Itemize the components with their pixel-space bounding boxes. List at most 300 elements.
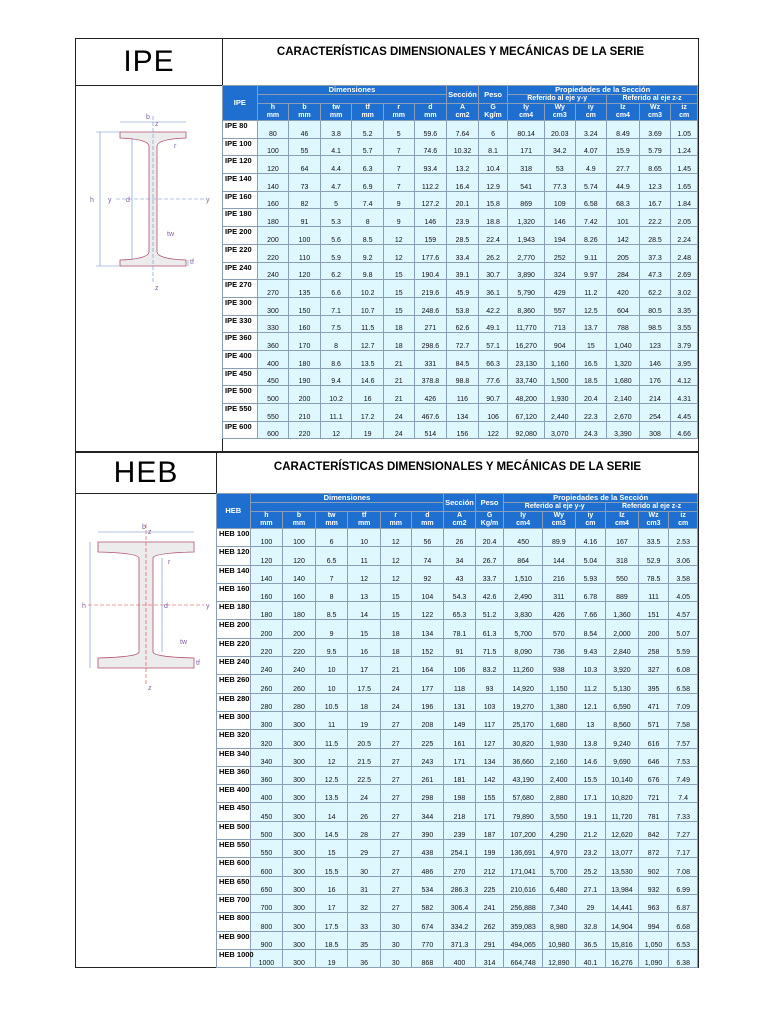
heb-cell: 6,590: [606, 693, 639, 711]
heb-cell: 260: [250, 675, 283, 693]
heb-heading: CARACTERÍSTICAS DIMENSIONALES Y MECÁNICAS DE LA SERIE: [273, 461, 642, 473]
heb-cell: 30: [380, 931, 411, 949]
ipe-cell: 98.5: [639, 315, 671, 333]
ipe-cell: 77.3: [544, 174, 575, 192]
heb-col-unit: mm: [292, 520, 306, 527]
heb-cell: 26: [348, 803, 381, 821]
heb-cell: 199: [475, 840, 504, 858]
ipe-cell: 1.84: [671, 191, 698, 209]
ipe-cell: 1.05: [671, 121, 698, 139]
heb-profile-id: HEB 160: [217, 583, 251, 601]
heb-cell: 450: [504, 529, 543, 547]
heb-cell: 220: [250, 638, 283, 656]
ipe-cell: 146: [639, 350, 671, 368]
ipe-col-header: [383, 104, 414, 121]
heb-profile-id: HEB 400: [217, 785, 251, 803]
heb-cell: 8,560: [606, 711, 639, 729]
heb-cell: 27: [380, 876, 411, 894]
heb-cell: 31: [348, 876, 381, 894]
heb-cell: 24: [348, 785, 381, 803]
svg-text:h: h: [82, 603, 86, 610]
heb-cell: 57,680: [504, 785, 543, 803]
heb-cell: 10,820: [606, 785, 639, 803]
heb-cell: 17: [348, 657, 381, 675]
heb-cell: 770: [411, 931, 444, 949]
heb-cell: 12,620: [606, 821, 639, 839]
heb-col-symbol: A: [456, 512, 463, 519]
heb-cell: 11,720: [606, 803, 639, 821]
ipe-cell: 160: [289, 315, 321, 333]
ipe-col-symbol: b: [302, 104, 307, 111]
heb-cell: 180: [283, 602, 316, 620]
ipe-cell: 450: [257, 368, 289, 386]
heb-col-unit: cm3: [646, 520, 661, 527]
ipe-cell: 110: [289, 244, 321, 262]
heb-cell: 120: [283, 547, 316, 565]
heb-cell: 6.38: [669, 949, 698, 967]
svg-text:h: h: [90, 197, 94, 204]
heb-cell: 7.17: [669, 840, 698, 858]
ipe-header-dimensiones: Dimensiones: [257, 86, 447, 95]
ipe-cell: 66.3: [478, 350, 508, 368]
heb-cell: 11.5: [315, 730, 348, 748]
ipe-cell: 1,040: [607, 333, 640, 351]
heb-cell: 571: [638, 711, 669, 729]
heb-cell: 32: [348, 894, 381, 912]
heb-cell: 4.05: [669, 583, 698, 601]
ipe-cell: 4.9: [575, 156, 607, 174]
heb-cell: 400: [250, 785, 283, 803]
ipe-cell: 8.65: [639, 156, 671, 174]
heb-cell: 187: [475, 821, 504, 839]
ipe-col-header: [639, 104, 671, 121]
ipe-cell: 156: [447, 421, 479, 439]
heb-cell: 30: [380, 913, 411, 931]
heb-section: [75, 452, 699, 968]
heb-cell: 5,130: [606, 675, 639, 693]
heb-cell: 7.53: [669, 748, 698, 766]
table-row: [223, 386, 698, 404]
ipe-profile-id: IPE 140: [223, 174, 258, 192]
ipe-cell: 219.6: [414, 280, 447, 298]
heb-cell: 27: [380, 821, 411, 839]
ipe-cell: 10.4: [478, 156, 508, 174]
heb-cell: 616: [638, 730, 669, 748]
ipe-col-header: [575, 104, 607, 121]
ipe-cell: 3.35: [671, 297, 698, 315]
ipe-cell: 82: [289, 191, 321, 209]
ipe-col-unit: mm: [361, 112, 374, 119]
table-row: [223, 244, 698, 262]
heb-col-unit: mm: [421, 520, 434, 527]
table-row: [217, 821, 698, 839]
ipe-cell: 194: [544, 227, 575, 245]
ipe-cell: 20.1: [447, 191, 479, 209]
heb-cell: 15: [380, 602, 411, 620]
ipe-cell: 16.4: [447, 174, 479, 192]
heb-col-symbol: iy: [587, 512, 594, 519]
table-row: [217, 840, 698, 858]
heb-cell: 736: [543, 638, 576, 656]
ipe-cell: 24: [383, 404, 414, 422]
ipe-cell: 500: [257, 386, 289, 404]
ipe-cell: 200: [257, 227, 289, 245]
heb-cell: 1,680: [543, 711, 576, 729]
ipe-cell: 11,770: [508, 315, 545, 333]
ipe-cell: 33,740: [508, 368, 545, 386]
heb-cell: 300: [283, 913, 316, 931]
ipe-cell: 80.5: [639, 297, 671, 315]
ipe-cell: 1,320: [508, 209, 545, 227]
ipe-cell: 12.3: [639, 174, 671, 192]
heb-cell: 43,190: [504, 766, 543, 784]
heb-cell: 149: [444, 711, 476, 729]
heb-cell: 65.3: [444, 602, 476, 620]
ipe-col-symbol: Wy: [554, 104, 565, 111]
ipe-cell: 9.2: [352, 244, 384, 262]
heb-col-symbol: tf: [361, 512, 367, 519]
heb-cell: 26.7: [475, 547, 504, 565]
heb-cell: 27: [380, 858, 411, 876]
ipe-cell: 1,500: [544, 368, 575, 386]
ipe-cell: 400: [257, 350, 289, 368]
heb-cell: 21: [380, 657, 411, 675]
ipe-cell: 869: [508, 191, 545, 209]
svg-text:tf: tf: [190, 259, 194, 266]
ipe-cell: 6.58: [575, 191, 607, 209]
ipe-table-body: [223, 121, 698, 439]
ipe-cell: 16,270: [508, 333, 545, 351]
heb-cell: 7.08: [669, 858, 698, 876]
heb-col-symbol: G: [486, 512, 493, 519]
ipe-col-header: [607, 104, 640, 121]
heb-cell: 78.5: [638, 565, 669, 583]
heb-cell: 134: [411, 620, 444, 638]
ipe-table: [222, 85, 698, 439]
heb-profile-id: HEB 650: [217, 876, 251, 894]
heb-profile-id: HEB 340: [217, 748, 251, 766]
ipe-cell: 9.97: [575, 262, 607, 280]
heb-cell: 4,970: [543, 840, 576, 858]
heb-cell: 152: [411, 638, 444, 656]
heb-cell: 1000: [250, 949, 283, 967]
heb-profile-id: HEB 900: [217, 931, 251, 949]
heb-cell: 318: [606, 547, 639, 565]
svg-text:z: z: [148, 685, 152, 692]
ipe-cell: 190.4: [414, 262, 447, 280]
heb-header-id: HEB: [217, 494, 251, 529]
heb-cell: 13,077: [606, 840, 639, 858]
heb-title: HEB: [76, 453, 217, 494]
heb-cell: 21.5: [348, 748, 381, 766]
heb-cell: 2,490: [504, 583, 543, 601]
heb-cell: 142: [475, 766, 504, 784]
ipe-cell: 4.7: [320, 174, 352, 192]
ipe-col-header: [478, 104, 508, 121]
ipe-cell: 59.6: [414, 121, 447, 139]
ipe-cell: 11.5: [352, 315, 384, 333]
ipe-col-symbol: tf: [365, 104, 370, 111]
heb-profile-id: HEB 1000: [217, 949, 251, 967]
ipe-cell: 134: [447, 404, 479, 422]
ipe-cell: 7.1: [320, 297, 352, 315]
heb-cell: 7.58: [669, 711, 698, 729]
heb-cell: 300: [283, 711, 316, 729]
ipe-col-header: [671, 104, 698, 121]
heb-cell: 1,150: [543, 675, 576, 693]
heb-cell: 5.59: [669, 638, 698, 656]
svg-text:y: y: [108, 197, 112, 204]
heb-cell: 6,480: [543, 876, 576, 894]
heb-cell: 9.5: [315, 638, 348, 656]
heb-cell: 33: [348, 913, 381, 931]
ipe-cell: 122: [478, 421, 508, 439]
heb-cell: 20.5: [348, 730, 381, 748]
ipe-cell: 48,200: [508, 386, 545, 404]
heb-cell: 10.3: [575, 657, 606, 675]
ipe-cell: 713: [544, 315, 575, 333]
ipe-cell: 22.3: [575, 404, 607, 422]
heb-cell: 1,930: [543, 730, 576, 748]
table-row: [217, 949, 698, 967]
ipe-cell: 4.4: [320, 156, 352, 174]
ipe-profile-id: IPE 200: [223, 227, 258, 245]
heb-cell: 27: [380, 711, 411, 729]
table-row: [217, 657, 698, 675]
heb-col-header: [575, 512, 606, 529]
ipe-cell: 112.2: [414, 174, 447, 192]
heb-cell: 15,816: [606, 931, 639, 949]
heb-cell: 300: [283, 766, 316, 784]
ipe-header-zz: Referido al eje z-z: [607, 95, 698, 104]
heb-cell: 33.5: [638, 529, 669, 547]
heb-cell: 438: [411, 840, 444, 858]
table-row: [217, 529, 698, 547]
ipe-cell: 541: [508, 174, 545, 192]
heb-cell: 40.1: [575, 949, 606, 967]
ipe-col-header: [257, 104, 289, 121]
ipe-cell: 4.07: [575, 138, 607, 156]
heb-cell: 100: [283, 529, 316, 547]
heb-cell: 261: [411, 766, 444, 784]
heb-cell: 15: [315, 840, 348, 858]
heb-cell: 180: [250, 602, 283, 620]
heb-cell: 78.1: [444, 620, 476, 638]
table-row: [223, 350, 698, 368]
heb-cell: 7.09: [669, 693, 698, 711]
heb-cell: 6.08: [669, 657, 698, 675]
heb-cell: 30: [380, 949, 411, 967]
heb-cell: 17.5: [315, 913, 348, 931]
ipe-cell: 12: [383, 244, 414, 262]
ipe-cell: 4.45: [671, 404, 698, 422]
ipe-col-header: [320, 104, 352, 121]
heb-cell: 1,050: [638, 931, 669, 949]
svg-text:z: z: [155, 121, 159, 128]
ipe-header-peso: Peso: [478, 86, 508, 104]
heb-cell: 291: [475, 931, 504, 949]
heb-cell: 61.3: [475, 620, 504, 638]
heb-cell: 32.8: [575, 913, 606, 931]
heb-cell: 171: [444, 748, 476, 766]
ipe-cell: 10.2: [352, 280, 384, 298]
ipe-cell: 2.48: [671, 244, 698, 262]
heb-cell: 2,000: [606, 620, 639, 638]
ipe-cell: 19: [352, 421, 384, 439]
heb-cell: 25,170: [504, 711, 543, 729]
heb-cell: 140: [250, 565, 283, 583]
ipe-cell: 18.5: [575, 368, 607, 386]
ipe-profile-id: IPE 270: [223, 280, 258, 298]
heb-header-dimensiones: Dimensiones: [250, 494, 444, 503]
ipe-col-symbol: h: [270, 104, 276, 111]
table-row: [217, 730, 698, 748]
heb-cell: 311: [543, 583, 576, 601]
ipe-cell: 420: [607, 280, 640, 298]
heb-cell: 14,441: [606, 894, 639, 912]
heb-cell: 23.2: [575, 840, 606, 858]
heb-cell: 300: [250, 711, 283, 729]
heb-cell: 359,083: [504, 913, 543, 931]
heb-cell: 36.5: [575, 931, 606, 949]
ipe-cell: 23.9: [447, 209, 479, 227]
ipe-cell: 62.2: [639, 280, 671, 298]
heb-cell: 300: [283, 730, 316, 748]
ipe-profile-id: IPE 500: [223, 386, 258, 404]
heb-col-unit: mm: [260, 520, 273, 527]
ipe-cell: 300: [257, 297, 289, 315]
ipe-profile-id: IPE 120: [223, 156, 258, 174]
heb-cell: 327: [638, 657, 669, 675]
ipe-cell: 9: [383, 209, 414, 227]
ipe-cell: 26.2: [478, 244, 508, 262]
heb-cell: 6.53: [669, 931, 698, 949]
ipe-col-symbol: tw: [332, 104, 340, 111]
ipe-cell: 27.7: [607, 156, 640, 174]
ipe-cell: 9.11: [575, 244, 607, 262]
heb-cell: 42.6: [475, 583, 504, 601]
heb-cell: 107,200: [504, 821, 543, 839]
heb-cell: 10: [348, 529, 381, 547]
ipe-cell: 8.6: [320, 350, 352, 368]
heb-cell: 360: [250, 766, 283, 784]
ipe-cell: 16.7: [639, 191, 671, 209]
ipe-cell: 788: [607, 315, 640, 333]
svg-text:r: r: [168, 559, 171, 566]
heb-cell: 15.5: [575, 766, 606, 784]
heb-cell: 12: [380, 547, 411, 565]
heb-profile-id: HEB 360: [217, 766, 251, 784]
heb-cell: 140: [283, 565, 316, 583]
ipe-col-symbol: iy: [587, 104, 594, 111]
ipe-cell: 3.55: [671, 315, 698, 333]
heb-cell: 56: [411, 529, 444, 547]
ipe-cell: 298.6: [414, 333, 447, 351]
heb-col-symbol: Wy: [553, 512, 564, 519]
heb-cell: 664,748: [504, 949, 543, 967]
heb-cell: 872: [638, 840, 669, 858]
ipe-cell: 5.74: [575, 174, 607, 192]
heb-cell: 932: [638, 876, 669, 894]
heb-cell: 83.2: [475, 657, 504, 675]
ipe-cell: 171: [508, 138, 545, 156]
heb-col-symbol: h: [264, 512, 269, 519]
ipe-cell: 8.5: [352, 227, 384, 245]
ipe-cell: 30.7: [478, 262, 508, 280]
ipe-profile-id: IPE 600: [223, 421, 258, 439]
table-row: [217, 711, 698, 729]
svg-text:y: y: [206, 603, 210, 610]
heb-cell: 241: [475, 894, 504, 912]
ipe-col-symbol: G: [490, 104, 496, 111]
heb-cell: 243: [411, 748, 444, 766]
heb-cell: 200: [283, 620, 316, 638]
heb-cell: 550: [250, 840, 283, 858]
ipe-cell: 93.4: [414, 156, 447, 174]
ipe-cell: 15: [383, 262, 414, 280]
heb-cell: 8,090: [504, 638, 543, 656]
ipe-col-symbol: Iy: [523, 104, 530, 111]
ipe-cell: 200: [289, 386, 321, 404]
ipe-cell: 20.03: [544, 121, 575, 139]
table-row: [217, 693, 698, 711]
ipe-col-symbol: iz: [681, 104, 687, 111]
ipe-cell: 12: [383, 227, 414, 245]
heb-cell: 181: [444, 766, 476, 784]
table-row: [223, 333, 698, 351]
ipe-cell: 135: [289, 280, 321, 298]
ipe-profile-id: IPE 180: [223, 209, 258, 227]
ipe-profile-id: IPE 220: [223, 244, 258, 262]
heb-cell: 33.7: [475, 565, 504, 583]
heb-col-symbol: tw: [327, 512, 336, 519]
ipe-cell: 318: [508, 156, 545, 174]
heb-cell: 212: [475, 858, 504, 876]
ipe-cell: 28.5: [639, 227, 671, 245]
ipe-cell: 34.2: [544, 138, 575, 156]
table-row: [223, 421, 698, 439]
heb-profile-id: HEB 180: [217, 602, 251, 620]
heb-cell: 1,510: [504, 565, 543, 583]
ipe-cell: 11.2: [575, 280, 607, 298]
ipe-cell: 604: [607, 297, 640, 315]
heb-cell: 4,290: [543, 821, 576, 839]
heb-cell: 177: [411, 675, 444, 693]
heb-col-symbol: iz: [680, 512, 686, 519]
heb-header-peso: Peso: [475, 494, 504, 512]
ipe-cell: 74.6: [414, 138, 447, 156]
heb-cell: 14: [315, 803, 348, 821]
heb-profile-id: HEB 280: [217, 693, 251, 711]
ipe-cell: 53: [544, 156, 575, 174]
heb-cell: 963: [638, 894, 669, 912]
heb-cell: 262: [475, 913, 504, 931]
ipe-column-headers: [223, 104, 698, 121]
ipe-cell: 18.8: [478, 209, 508, 227]
ipe-cell: 324: [544, 262, 575, 280]
heb-cell: 7.66: [575, 602, 606, 620]
heb-cell: 103: [475, 693, 504, 711]
heb-cell: 8: [315, 583, 348, 601]
heb-cell: 27: [380, 840, 411, 858]
heb-cell: 27: [380, 766, 411, 784]
ipe-profile-id: IPE 240: [223, 262, 258, 280]
heb-profile-id: HEB 450: [217, 803, 251, 821]
ipe-cell: 22.4: [478, 227, 508, 245]
heb-cell: 14,904: [606, 913, 639, 931]
heb-profile-id: HEB 260: [217, 675, 251, 693]
heb-cell: 4.57: [669, 602, 698, 620]
